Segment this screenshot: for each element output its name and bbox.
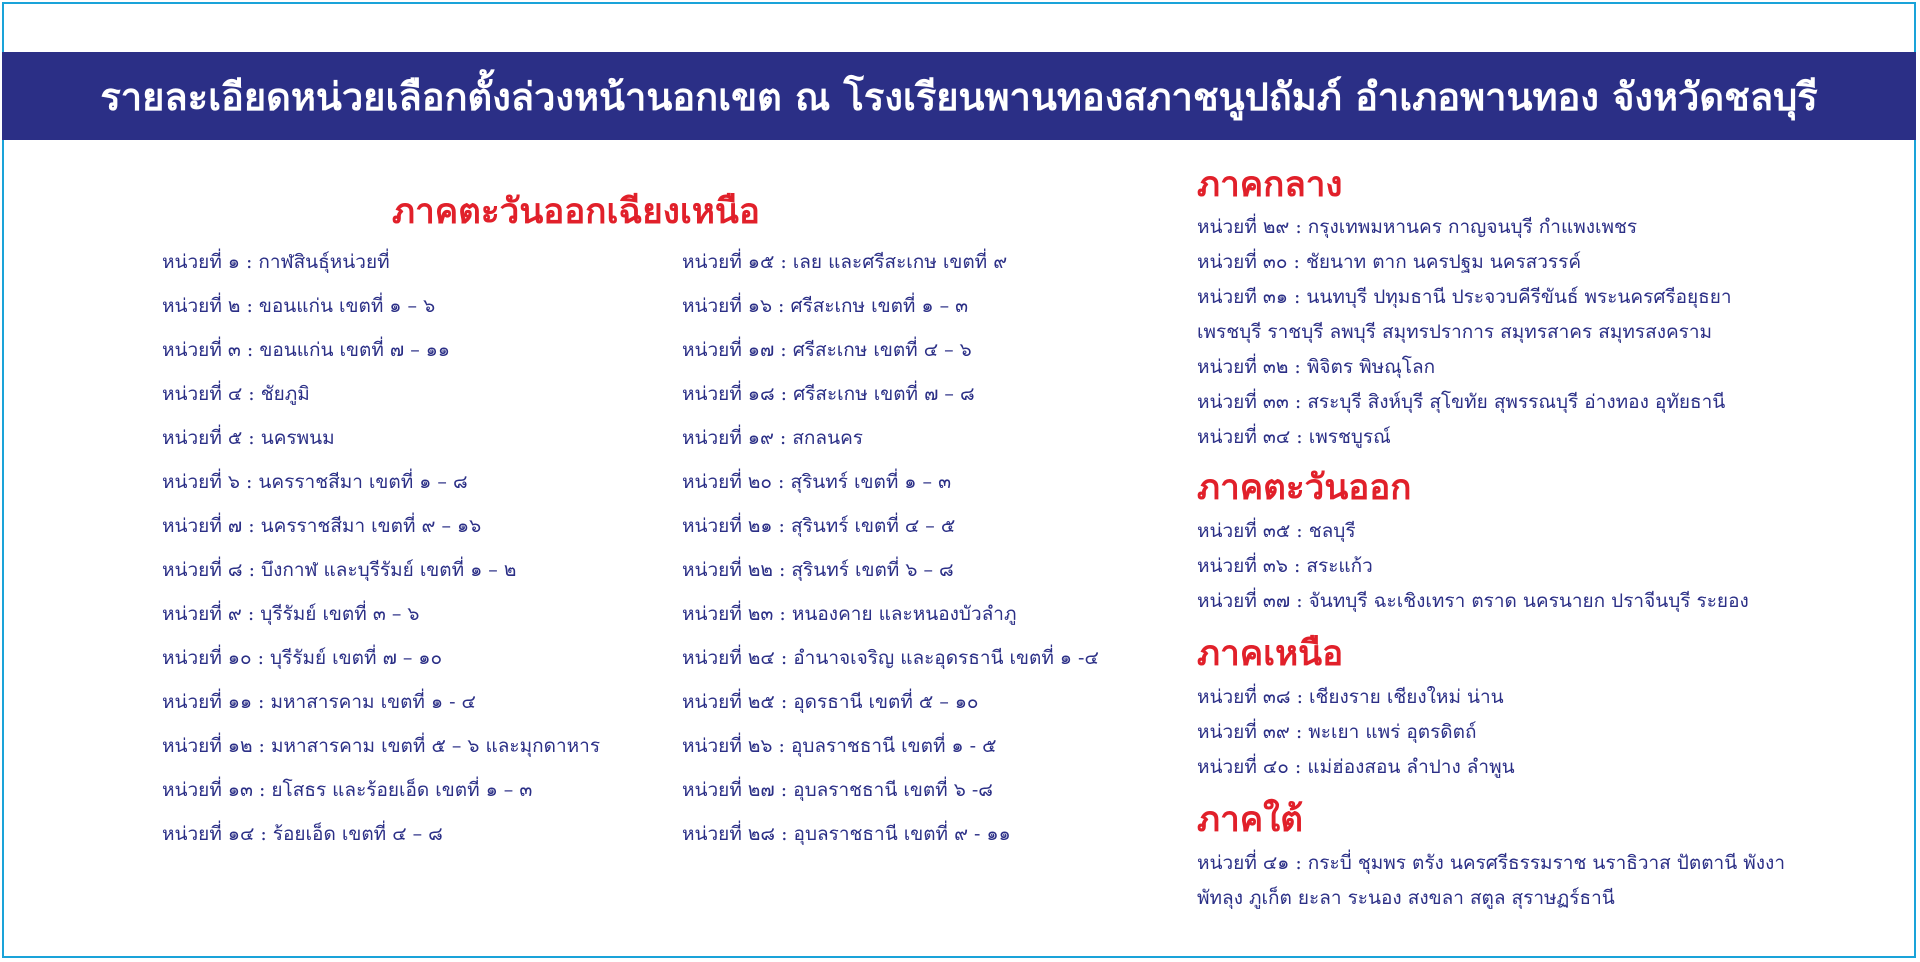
unit-item: หน่วยที่ ๒๐ : สุรินทร์ เขตที่ ๑ – ๓ bbox=[682, 471, 952, 493]
unit-item: หน่วยที่ ๑๒ : มหาสารคาม เขตที่ ๕ – ๖ และมุกดาหาร bbox=[162, 735, 601, 757]
unit-item: หน่วยที่ ๔๑ : กระบี่ ชุมพร ตรัง นครศรีธรรมราช นราธิวาส ปัตตานี พังงา bbox=[1197, 852, 1785, 874]
northeast-units-column-2 bbox=[682, 251, 1099, 867]
heading-northeast: ภาคตะวันออกเฉียงเหนือ bbox=[392, 191, 760, 232]
heading-north: ภาคเหนือ bbox=[1197, 633, 1344, 674]
unit-item: หน่วยที่ ๑๖ : ศรีสะเกษ เขตที่ ๑ – ๓ bbox=[682, 295, 969, 317]
central-units bbox=[1197, 216, 1732, 461]
unit-item: หน่วยที่ ๘ : บึงกาฬ และบุรีรัมย์ เขตที่ ๑ – ๒ bbox=[162, 559, 517, 581]
unit-item: หน่วยที่ ๒๙ : กรุงเทพมหานคร กาญจนบุรี กำแพงเพชร bbox=[1197, 216, 1638, 238]
unit-item: หน่วยที่ ๓๗ : จันทบุรี ฉะเชิงเทรา ตราด นครนายก ปราจีนบุรี ระยอง bbox=[1197, 590, 1749, 612]
unit-item: หน่วยที่ ๓๘ : เชียงราย เชียงใหม่ น่าน bbox=[1197, 686, 1504, 708]
title-banner bbox=[2, 52, 1916, 140]
unit-item: หน่วยที่ ๒๖ : อุบลราชธานี เขตที่ ๑ - ๕ bbox=[682, 735, 997, 757]
unit-item: หน่วยที่ ๒๔ : อำนาจเจริญ และอุดรธานี เขตที่ ๑ -๔ bbox=[682, 647, 1099, 669]
unit-item: หน่วยที่ ๑๔ : ร้อยเอ็ด เขตที่ ๔ – ๘ bbox=[162, 823, 443, 845]
unit-item: หน่วยที่ ๒๓ : หนองคาย และหนองบัวลำภู bbox=[682, 603, 1017, 625]
unit-item: พัทลุง ภูเก็ต ยะลา ระนอง สงขลา สตูล สุราษฏร์ธานี bbox=[1197, 887, 1615, 909]
unit-item: หน่วยที่ ๒๑ : สุรินทร์ เขตที่ ๔ – ๕ bbox=[682, 515, 956, 537]
unit-item: หน่วยที่ ๑๙ : สกลนคร bbox=[682, 427, 863, 449]
unit-item: หน่วยที่ ๕ : นครพนม bbox=[162, 427, 335, 449]
unit-item: หน่วยที่ ๖ : นครราชสีมา เขตที่ ๑ – ๘ bbox=[162, 471, 468, 493]
unit-item: หน่วยที่ ๓ : ขอนแก่น เขตที่ ๗ – ๑๑ bbox=[162, 339, 450, 361]
north-units bbox=[1197, 686, 1515, 791]
east-units bbox=[1197, 520, 1749, 625]
unit-item: หน่วยที่ ๓๓ : สระบุรี สิงห์บุรี สุโขทัย สุพรรณบุรี อ่างทอง อุทัยธานี bbox=[1197, 391, 1726, 413]
unit-item: หน่วยที่ ๑ : กาฬสินธุ์หน่วยที่ bbox=[162, 251, 390, 273]
unit-item: หน่วยที่ ๑๑ : มหาสารคาม เขตที่ ๑ - ๔ bbox=[162, 691, 476, 713]
unit-item: หน่วยที่ ๑๗ : ศรีสะเกษ เขตที่ ๔ – ๖ bbox=[682, 339, 972, 361]
unit-item: หน่วยที่ ๓๐ : ชัยนาท ตาก นครปฐม นครสวรรค์ bbox=[1197, 251, 1582, 273]
unit-item: หน่วยที่ ๓๖ : สระแก้ว bbox=[1197, 555, 1373, 577]
unit-item: หน่วยที่ ๑๕ : เลย และศรีสะเกษ เขตที่ ๙ bbox=[682, 251, 1008, 273]
heading-south: ภาคใต้ bbox=[1197, 799, 1303, 840]
unit-item: หน่วยที ๓๑ : นนทบุรี ปทุมธานี ประจวบคีรีขันธ์ พระนครศรีอยุธยา bbox=[1197, 286, 1732, 308]
northeast-units-column-1 bbox=[162, 251, 600, 867]
unit-item: หน่วยที่ ๑๘ : ศรีสะเกษ เขตที่ ๗ – ๘ bbox=[682, 383, 975, 405]
heading-central: ภาคกลาง bbox=[1197, 164, 1343, 205]
unit-item: หน่วยที่ ๓๔ : เพรชบูรณ์ bbox=[1197, 426, 1391, 448]
unit-item: หน่วยที่ ๓๙ : พะเยา แพร่ อุตรดิตถ์ bbox=[1197, 721, 1477, 743]
unit-item: หน่วยที่ ๓๒ : พิจิตร พิษณุโลก bbox=[1197, 356, 1436, 378]
unit-item: หน่วยที่ ๑๐ : บุรีรัมย์ เขตที่ ๗ – ๑๐ bbox=[162, 647, 443, 669]
unit-item: หน่วยที่ ๓๕ : ชลบุรี bbox=[1197, 520, 1356, 542]
unit-item: หน่วยที่ ๔ : ชัยภูมิ bbox=[162, 383, 310, 405]
heading-east: ภาคตะวันออก bbox=[1197, 467, 1412, 508]
unit-item: หน่วยที่ ๒ : ขอนแก่น เขตที่ ๑ – ๖ bbox=[162, 295, 436, 317]
unit-item: หน่วยที่ ๑๓ : ยโสธร และร้อยเอ็ด เขตที่ ๑ – ๓ bbox=[162, 779, 533, 801]
unit-item: หน่วยที่ ๒๕ : อุดรธานี เขตที่ ๕ – ๑๐ bbox=[682, 691, 979, 713]
unit-item: เพรชบุรี ราชบุรี ลพบุรี สมุทรปราการ สมุทรสาคร สมุทรสงคราม bbox=[1197, 321, 1713, 343]
south-units bbox=[1197, 852, 1785, 922]
unit-item: หน่วยที่ ๒๗ : อุบลราชธานี เขตที่ ๖ -๘ bbox=[682, 779, 993, 801]
unit-item: หน่วยที่ ๙ : บุรีรัมย์ เขตที่ ๓ – ๖ bbox=[162, 603, 420, 625]
unit-item: หน่วยที่ ๒๒ : สุรินทร์ เขตที่ ๖ – ๘ bbox=[682, 559, 954, 581]
unit-item: หน่วยที่ ๗ : นครราชสีมา เขตที่ ๙ – ๑๖ bbox=[162, 515, 482, 537]
unit-item: หน่วยที่ ๔๐ : แม่ฮ่องสอน ลำปาง ลำพูน bbox=[1197, 756, 1515, 778]
unit-item: หน่วยที่ ๒๘ : อุบลราชธานี เขตที่ ๙ - ๑๑ bbox=[682, 823, 1011, 845]
page-title: รายละเอียดหน่วยเลือกตั้งล่วงหน้านอกเขต ณ โรงเรียนพานทองสภาชนูปถัมภ์ อำเภอพานทอง จังหวัดชลบุรี bbox=[100, 73, 1818, 119]
